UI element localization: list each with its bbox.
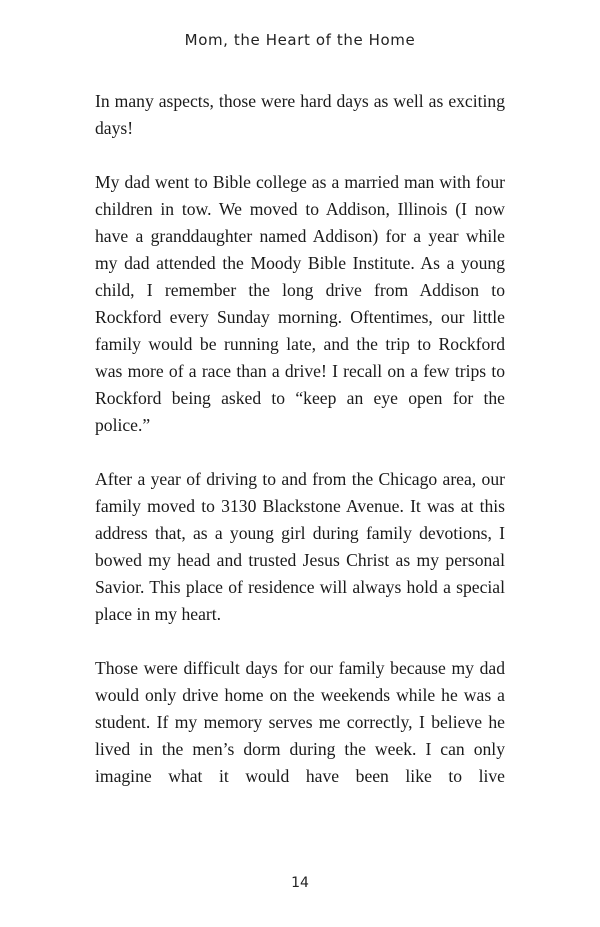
paragraph: My dad went to Bible college as a married man with four children in tow. We moved to Addison, Illinois (I now have a granddaughter named Addison) for a year while my dad attended the Moody Bible Institute. As a young child, I remember the long drive from Addison to Rockford every Sunday morning. Oftentimes, our little family would be running late, and the trip to Rockford was more of a race than a drive! I recall on a few trips to Rockford being asked to “keep an eye open for the police.” [95,172,505,435]
running-header: Mom, the Heart of the Home [184,31,416,49]
paragraph: After a year of driving to and from the Chicago area, our family moved to 3130 Blackstone Avenue. It was at this address that, as a young girl during family devotions, I bowed my head and trusted Jesus Christ as my personal Savior. This place of residence will always hold a special place in my heart. [95,469,505,624]
paragraph: In many aspects, those were hard days as well as exciting days! [95,91,505,138]
page-number: 14 [291,875,309,891]
paragraph: Those were difficult days for our family because my dad would only drive home on the weekends while he was a student. If my memory serves me correctly, I believe he lived in the men’s dorm during the week. I can only imagine what it would have been like to live [95,658,505,786]
body-text [95,88,505,790]
